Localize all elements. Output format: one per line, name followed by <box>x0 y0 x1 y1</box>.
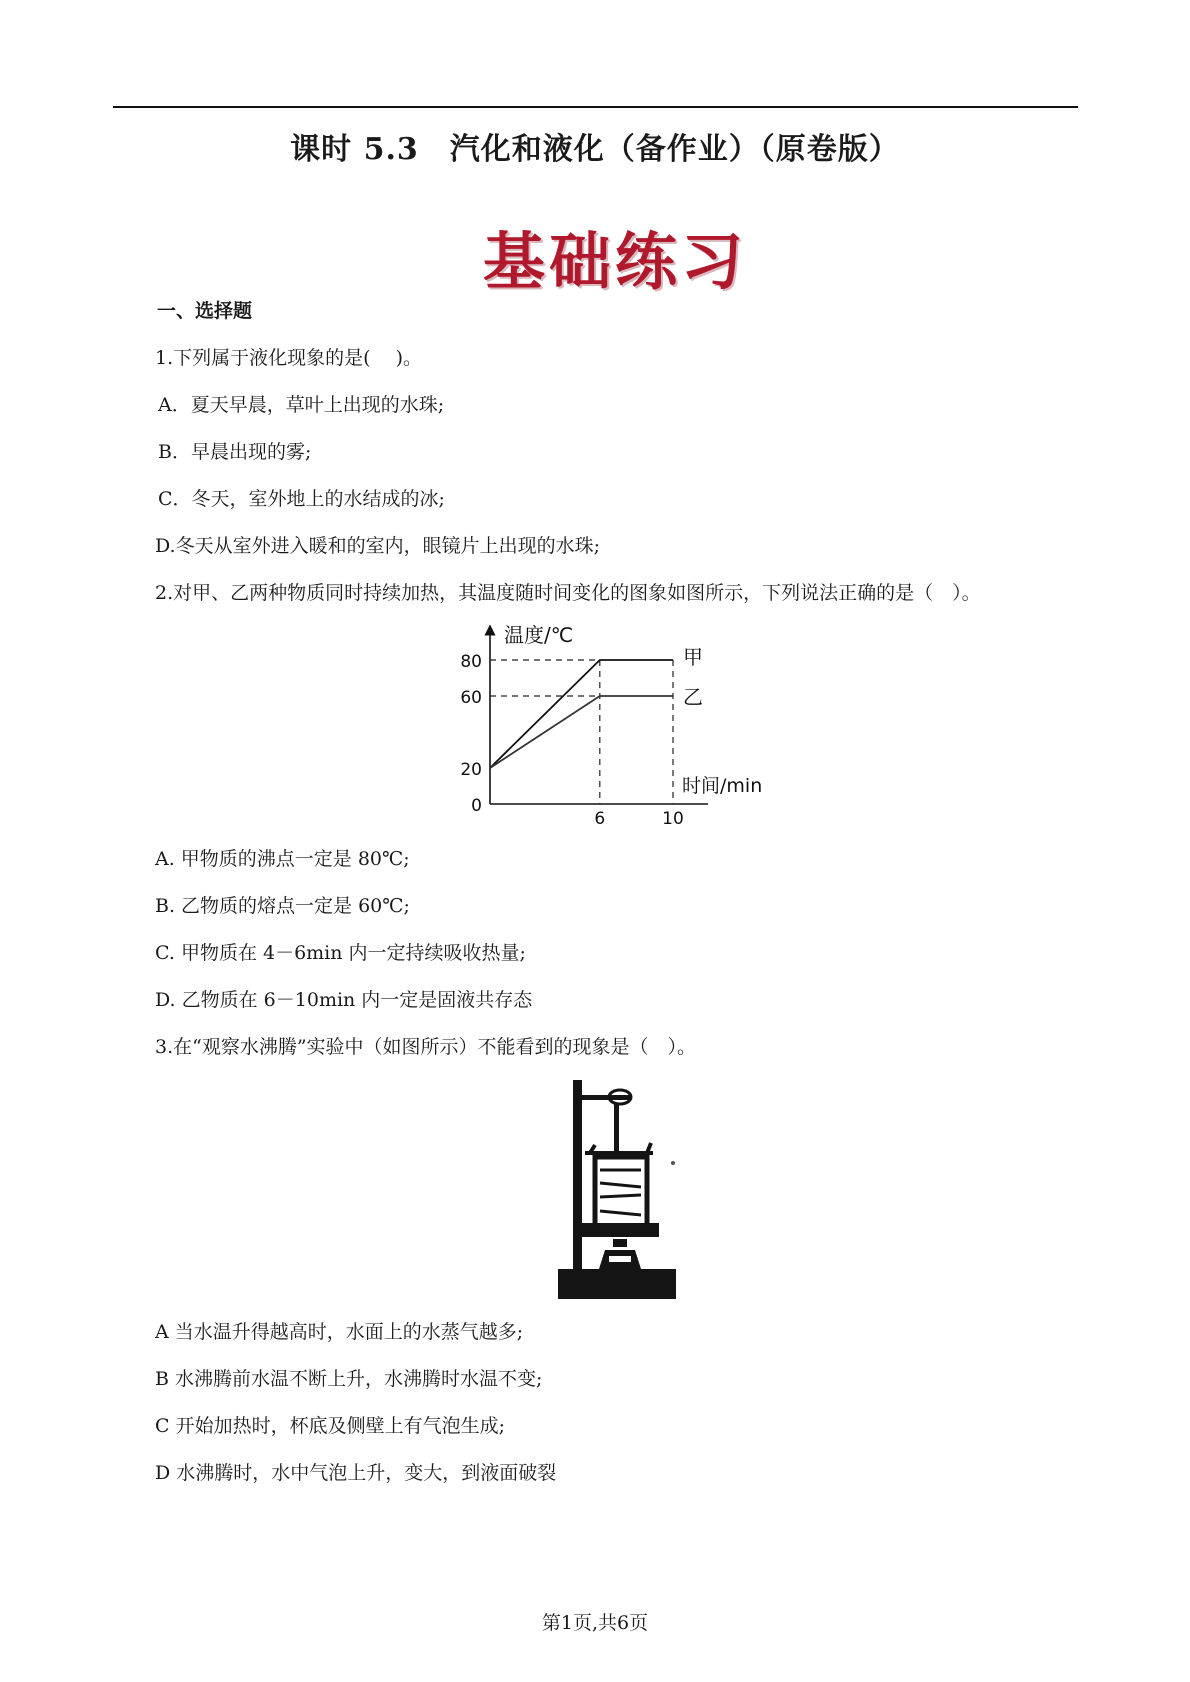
q3-option-a: A 当水温升得越高时，水面上的水蒸气越多; <box>155 1321 524 1343</box>
q2-option-b: B. 乙物质的熔点一定是 60℃; <box>155 895 410 917</box>
top-rule <box>113 106 1078 108</box>
series-label-0: 甲 <box>683 645 703 669</box>
y-tick-20: 20 <box>460 760 482 780</box>
series-label-1: 乙 <box>683 685 703 709</box>
question-2-stem: 2.对甲、乙两种物质同时持续加热，其温度随时间变化的图象如图所示，下列说法正确的是（ ）。 <box>155 582 981 604</box>
q2-option-c: C. 甲物质在 4－6min 内一定持续吸收热量; <box>155 942 526 964</box>
q1-option-a: A．夏天早晨，草叶上出现的水珠; <box>158 394 445 416</box>
q3-option-d: D 水沸腾时，水中气泡上升，变大，到液面破裂 <box>155 1462 557 1484</box>
q2-option-a: A. 甲物质的沸点一定是 80℃; <box>155 848 410 870</box>
q2-option-d: D. 乙物质在 6－10min 内一定是固液共存态 <box>155 989 533 1011</box>
y-tick-60: 60 <box>460 688 482 708</box>
q3-option-c: C 开始加热时，杯底及侧壁上有气泡生成; <box>155 1415 505 1437</box>
page-title: 课时 5.3 汽化和液化（备作业）（原卷版） <box>290 132 900 167</box>
q1-option-d: D.冬天从室外进入暖和的室内，眼镜片上出现的水珠; <box>155 535 600 557</box>
page-footer: 第1页,共6页 <box>541 1612 649 1634</box>
temperature-time-chart <box>440 618 790 828</box>
y-tick-80: 80 <box>460 652 482 672</box>
series-line-0 <box>490 660 673 768</box>
boiling-water-apparatus-icon <box>555 1075 695 1305</box>
question-1-stem: 1.下列属于液化现象的是( )。 <box>155 347 422 369</box>
q1-option-c: C．冬天，室外地上的水结成的冰; <box>158 488 445 510</box>
section-heading: 一、选择题 <box>157 300 253 322</box>
x-axis-label: 时间/min <box>682 775 763 797</box>
x-tick-10: 10 <box>662 809 684 828</box>
y-tick-0: 0 <box>471 796 482 816</box>
banner-heading: 基础练习 <box>482 225 747 298</box>
question-3-stem: 3.在“观察水沸腾”实验中（如图所示）不能看到的现象是（ ）。 <box>155 1036 697 1058</box>
series-line-1 <box>490 696 673 768</box>
q1-option-b: B．早晨出现的雾; <box>158 441 312 463</box>
x-tick-6: 6 <box>594 809 606 828</box>
y-axis-label: 温度/℃ <box>504 623 574 647</box>
q3-option-b: B 水沸腾前水温不断上升，水沸腾时水温不变; <box>155 1368 543 1390</box>
